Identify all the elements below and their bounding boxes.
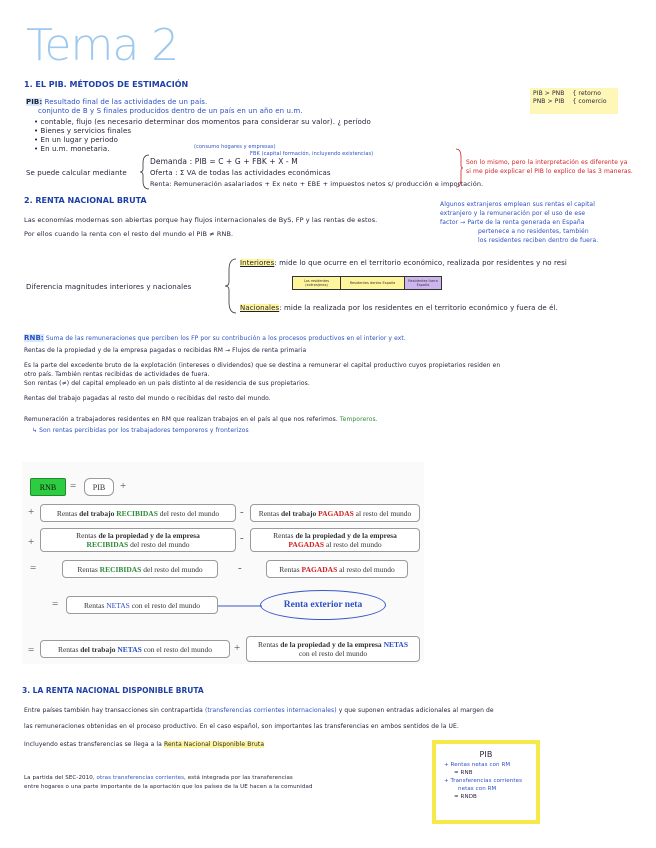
nacionales-word: Nacionales (240, 304, 280, 312)
label-netas: NETAS (117, 644, 142, 654)
blue-note-l4: pertenece a no residentes, también (478, 228, 589, 235)
rnb-box-label: RNB (39, 482, 57, 492)
trabajo-pagadas-box (250, 504, 420, 522)
interiores-text: : mide lo que ocurre en el territorio económico, realizada por residentes y no resi (274, 259, 567, 267)
rnb-block (24, 334, 634, 435)
plus-sign: + (28, 506, 35, 518)
propiedad-netas-box (246, 636, 420, 662)
label-pagadas: PAGADAS (301, 564, 338, 574)
trabajo-recibidas-box (40, 504, 236, 522)
plus-sign: + (28, 536, 35, 548)
blue-note-l5: los residentes reciben dentro de fuera. (478, 237, 599, 244)
s3-line4b: otras transferencias corrientes (96, 775, 185, 781)
blue-note-l3: factor → Parte de la renta generada en España (440, 219, 585, 226)
rnb-label: RNB: (24, 334, 44, 342)
red-brace (455, 148, 463, 188)
red-note-l2: si me pide explicar el PIB lo explico de las 3 maneras. (466, 168, 633, 175)
rnb-line1: Suma de las remuneraciones que perciben los FP por su contribución a los procesos productivos en el interior y ext. (45, 335, 406, 342)
calc-brace (140, 154, 150, 190)
pib-box-label: PIB (92, 482, 106, 492)
pib-def1: Resultado final de las actividades de un país. (44, 98, 208, 106)
label-part: Rentas (279, 564, 302, 574)
box-line: + Transferencias corrientes (444, 778, 523, 784)
label-part: al resto del mundo (337, 564, 395, 574)
recibidas-box (62, 560, 218, 578)
s3-line4a: La partida del SEC-2010, (24, 775, 97, 781)
rnb-line8: ↳ Son rentas percibidas por los trabajadores temporeros y fronterizos (32, 427, 249, 434)
label-part: con el resto del mundo (129, 600, 201, 610)
residency-bar (292, 276, 442, 290)
bullet-item: • En u.m. monetaria. (34, 145, 110, 153)
box-title: PIB (479, 750, 493, 759)
label-part: Rentas (77, 564, 100, 574)
section2-heading: 2. RENTA NACIONAL BRUTA (24, 196, 147, 205)
rnb-line4: otro país. También rentas recibidas de actividades de fuera. (24, 371, 210, 378)
pib-def2: conjunto de B y S finales producidos dentro de un país en un año en u.m. (38, 107, 303, 115)
rnb-diagram (22, 462, 424, 664)
label-part: del resto del mundo (128, 540, 190, 549)
blue-note-l2: extranjero y la remuneración por el uso de ese (440, 210, 586, 217)
label-part: con el resto del mundo (141, 644, 213, 654)
label-part: del resto del mundo (141, 564, 203, 574)
red-note-l1: Son lo mismo, pero la interpretación es diferente ya (466, 159, 628, 166)
rnb-line5: Son rentas (≠) del capital empleado en un país distinto al de residencia de sus propietarios. (24, 380, 310, 387)
label-pagadas: PAGADAS (288, 540, 325, 549)
bullet-item: • Bienes y servicios finales (34, 127, 132, 135)
section3-heading: 3. LA RENTA NACIONAL DISPONIBLE BRUTA (22, 686, 204, 695)
bullet-item: • contable, flujo (es necesario determinar dos momentos para considerar su valor). ¿ período (34, 118, 371, 126)
label-recibidas: RECIBIDAS (86, 540, 129, 549)
eq-sign: = (52, 598, 59, 610)
label-part: de la propiedad y de la empresa (280, 640, 384, 649)
label-part: Rentas (258, 508, 281, 518)
label-part: Rentas (57, 644, 81, 654)
box-line: = RNB (454, 770, 473, 776)
label-recibidas: RECIBIDAS (99, 564, 142, 574)
rnb-line7a: Remuneración a trabajadores residentes en RM que realizan trabajos en el país al que nos referimos. (24, 416, 338, 423)
eq-sign: = (70, 480, 77, 492)
section2-blue-note (440, 200, 640, 245)
label-part: al resto del mundo (324, 540, 382, 549)
rnb-line7b: Temporeros. (339, 416, 378, 423)
nacionales-text: : mide la realizada por los residentes en el territorio económico y fuera de él. (279, 304, 558, 312)
interiores-word: Interiores (240, 259, 275, 267)
eq-sign: = (30, 562, 37, 574)
s3-line1c: y que suponen entradas adicionales al margen de (336, 707, 494, 714)
label-netas: NETAS (383, 640, 409, 649)
top-note-l1-left: PIB > PNB (533, 90, 565, 97)
method-renta: Renta: Remuneración asalariados + Ex neto + EBE + impuestos netos s/ producción e importación. (150, 180, 484, 188)
box-line: netas con RM (458, 786, 497, 792)
demanda-note-top: (consumo hogares y empresas) (194, 144, 276, 150)
plus-sign: + (120, 480, 127, 492)
top-note-l2-left: PNB > PIB (533, 98, 565, 105)
label-part: con el resto del mundo (298, 649, 368, 658)
eq-sign: = (28, 644, 35, 656)
s3-line3b: Renta Nacional Disponible Bruta (163, 741, 265, 748)
propiedad-pagadas-box (250, 528, 420, 552)
bar-segment-1: Los residentes (extranjeros) (293, 277, 341, 289)
label-part: del resto del mundo (157, 508, 220, 518)
netas-box (66, 596, 218, 614)
bar-segment-3: Residentes fuera España (405, 277, 441, 289)
plus-sign: + (234, 642, 241, 654)
label-part: Rentas (273, 531, 296, 540)
diff-label: Diferencia magnitudes interiores y nacionales (26, 283, 192, 291)
label-part: del trabajo (281, 508, 319, 518)
section3-footnote (24, 774, 424, 792)
bullet-item: • En un lugar y periodo (34, 136, 119, 144)
diff-brace (225, 258, 237, 314)
demanda-note-mid: FBK (capital formación, incluyendo existencias) (250, 151, 374, 157)
label-part: de la propiedad y de la empresa (295, 531, 397, 540)
top-note-l1-right: { retorno (572, 90, 602, 97)
rnb-box (30, 478, 66, 496)
label-part: de la propiedad y de la empresa (98, 531, 200, 540)
section3-body (24, 706, 636, 750)
blue-note-l1: Algunos extranjeros emplean sus rentas el capital (440, 201, 595, 208)
label-netas: NETAS (106, 600, 130, 610)
pib-box (84, 478, 114, 496)
label-part: Rentas (83, 600, 107, 610)
label-part: del trabajo (80, 644, 118, 654)
trabajo-netas-box (40, 640, 230, 658)
rnb-line2: Rentas de la propiedad y de la empresa pagadas o recibidas RM → Flujos de renta primaria (24, 347, 307, 354)
label-recibidas: RECIBIDAS (116, 508, 158, 518)
label-part: al resto del mundo (353, 508, 412, 518)
section2-line1: Las economías modernas son abiertas porque hay flujos internacionales de ByS, FP y las rentas de estos. (24, 216, 378, 224)
page-title: Tema 2 (26, 20, 179, 71)
oval-label: Renta exterior neta (283, 600, 363, 610)
interiores-line (240, 259, 567, 268)
label-part: Rentas (56, 508, 80, 518)
section1-definition (26, 98, 326, 116)
method-oferta: Oferta : Σ VA de todas las actividades económicas (150, 169, 331, 177)
section1-heading: 1. EL PIB. MÉTODOS DE ESTIMACIÓN (24, 80, 189, 89)
rndb-summary-box (432, 740, 540, 824)
propiedad-recibidas-box (40, 528, 236, 552)
box-line: + Rentas netas con RM (444, 762, 511, 768)
connector-line (218, 604, 262, 608)
s3-line3a: Incluyendo estas transferencias se llega a la (24, 741, 164, 748)
rnb-line3: Es la parte del excedente bruto de la explotación (intereses o dividendos) que se destina a remunerar el capital productivo cuyos propietarios residen en (24, 362, 501, 369)
minus-sign: - (240, 506, 244, 518)
red-note (466, 158, 633, 176)
calc-label: Se puede calcular mediante (26, 169, 127, 177)
pagadas-box (266, 560, 408, 578)
minus-sign: - (238, 562, 242, 574)
label-part: del trabajo (79, 508, 117, 518)
s3-line1a: Entre países también hay transacciones sin contrapartida (24, 707, 205, 714)
label-part: Rentas (257, 640, 281, 649)
nacionales-line (240, 304, 558, 313)
minus-sign: - (240, 532, 244, 544)
s3-line4c: , está integrada por las transferencias (184, 775, 293, 781)
box-line: = RNDB (454, 794, 477, 800)
renta-exterior-oval (260, 590, 386, 620)
method-demanda: Demanda : PIB = C + G + FBK + X - M (150, 157, 298, 166)
s3-line5: entre hogares o una parte importante de la aportación que los países de la UE hacen a la comunidad (24, 784, 313, 790)
top-note (530, 88, 618, 114)
s3-line1b: (transferencias corrientes internacionales) (204, 707, 337, 714)
top-note-l2-right: { comercio (572, 98, 607, 105)
bar-segment-2: Residentes dentro España (341, 277, 405, 289)
pib-label: PIB: (26, 98, 43, 106)
label-part: Rentas (76, 531, 99, 540)
section2-line2: Por ellos cuando la renta con el resto del mundo el PIB ≠ RNB. (24, 230, 234, 238)
rnb-line6: Rentas del trabajo pagadas al resto del mundo o recibidas del resto del mundo. (24, 395, 271, 402)
label-pagadas: PAGADAS (318, 508, 354, 518)
s3-line2: las remuneraciones obtenidas en el proceso productivo. En el caso español, son importantes las transferencias en ambos sentidos de la UE. (24, 723, 459, 730)
